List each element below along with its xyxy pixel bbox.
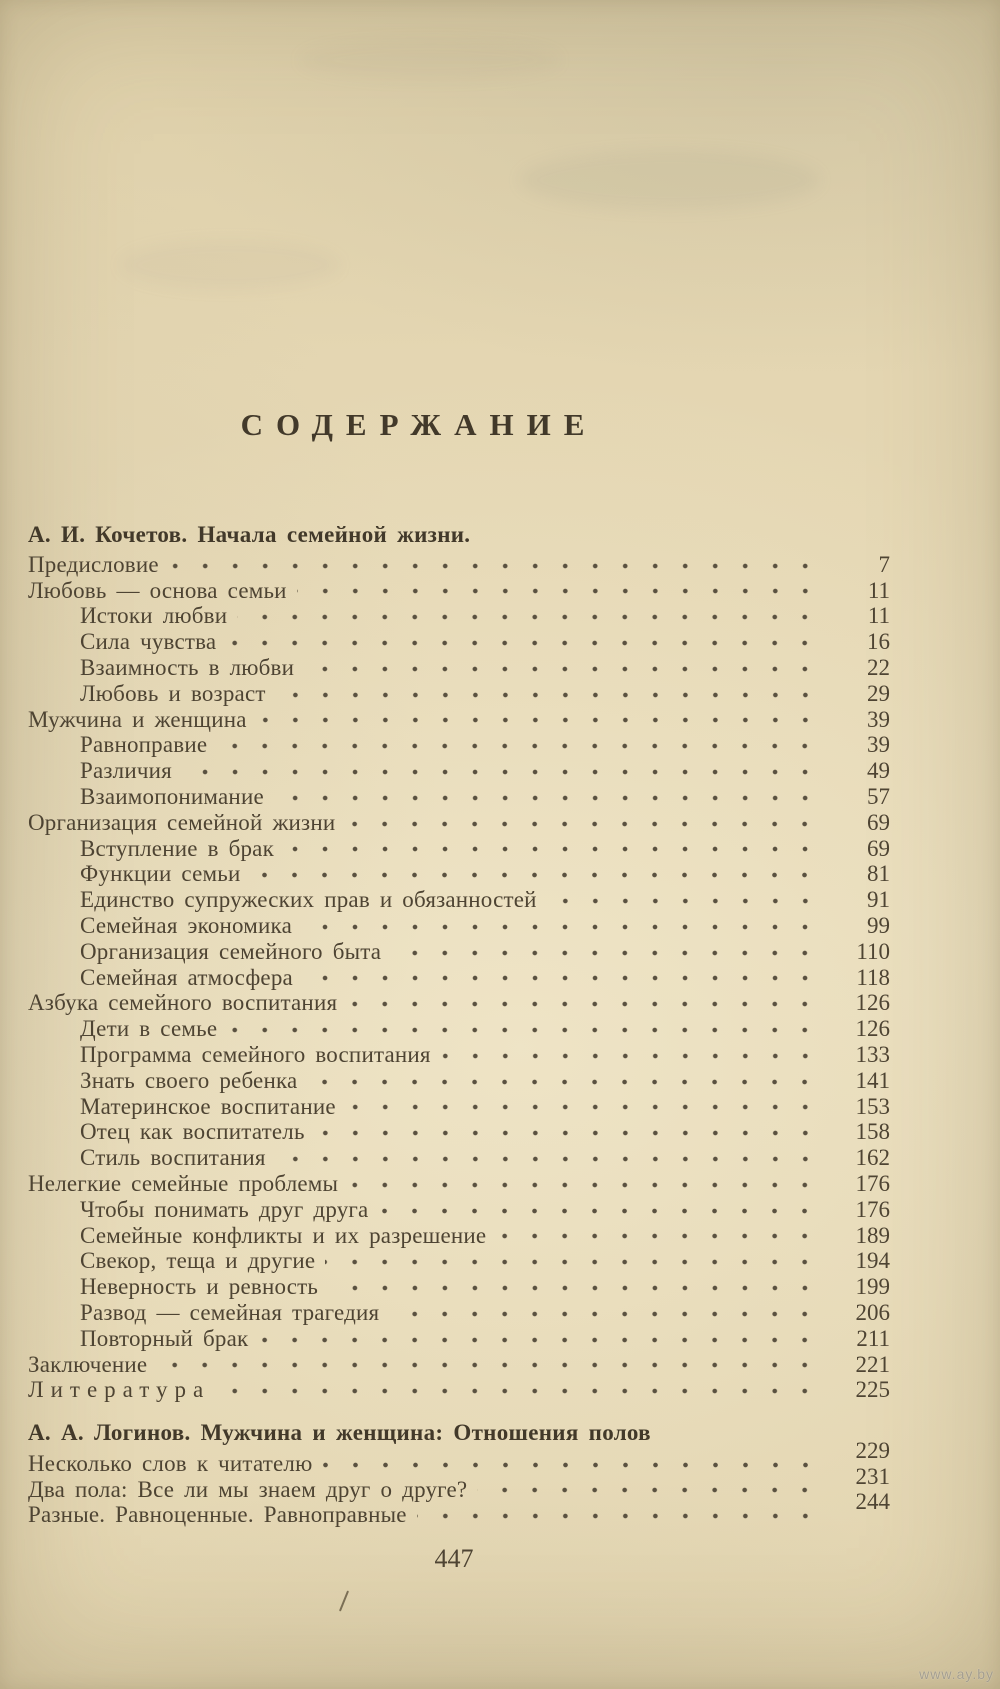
dot-leader <box>169 552 828 578</box>
toc-entry-label: Отец как воспитатель <box>80 1119 305 1145</box>
toc-entry-page: 244 <box>855 1489 890 1515</box>
toc-entry-label: Неверность и ревность <box>80 1274 319 1300</box>
toc-row <box>28 990 890 1016</box>
toc-entry-label: Функции семьи <box>80 861 241 887</box>
toc-entry-label: Дети в семье <box>80 1016 218 1042</box>
toc-entry-page: 141 <box>855 1067 890 1093</box>
dot-leader <box>250 861 828 887</box>
toc-row <box>28 1016 890 1042</box>
toc-entry-page: 126 <box>855 990 890 1016</box>
toc-entry-label: Единство супружеских прав и обязанностей <box>80 887 537 913</box>
dot-leader <box>217 732 828 758</box>
toc-entry-label: Любовь и возраст <box>80 680 266 706</box>
dot-leader <box>347 990 828 1016</box>
dot-leader <box>441 1042 828 1068</box>
toc-row <box>28 1145 890 1171</box>
toc-row <box>28 1437 890 1477</box>
dot-leader <box>227 1016 828 1042</box>
dot-leader <box>274 784 828 810</box>
toc-entry-label: Материнское воспитание <box>80 1093 336 1119</box>
dot-leader <box>226 629 828 655</box>
toc-row <box>28 965 890 991</box>
toc-entry-page: 231 <box>855 1463 890 1489</box>
toc-entry-label: Чтобы понимать друг друга <box>80 1196 369 1222</box>
toc-entry-page: 7 <box>878 551 890 577</box>
dot-leader <box>237 603 828 629</box>
toc-entry-label: Разные. Равноценные. Равноправные <box>28 1502 407 1528</box>
toc-row <box>28 1326 890 1352</box>
dot-leader <box>303 965 828 991</box>
toc-entry-page: 11 <box>867 577 890 603</box>
toc-row <box>28 887 890 913</box>
toc-row <box>28 681 890 707</box>
toc-entry-page: 69 <box>867 809 890 835</box>
toc-entry-page: 189 <box>855 1222 890 1248</box>
toc-entry-label: Несколько слов к читателю <box>28 1450 313 1476</box>
dot-leader <box>348 1171 828 1197</box>
toc-row <box>28 655 890 681</box>
toc-entry-label: Азбука семейного воспитания <box>28 990 338 1016</box>
toc-row <box>28 810 890 836</box>
toc-row <box>28 758 890 784</box>
toc-entry-page: 49 <box>867 758 890 784</box>
footer-page-number: 447 <box>434 1544 474 1573</box>
dot-leader <box>304 655 828 681</box>
watermark: www.ay.by <box>919 1666 994 1682</box>
toc-row <box>28 1274 890 1300</box>
toc-entry-page: 194 <box>855 1248 890 1274</box>
toc-entry-label: Предисловие <box>28 551 159 577</box>
toc-row <box>28 1171 890 1197</box>
toc-entry-page: 229 <box>855 1437 890 1463</box>
toc-row <box>28 1197 890 1223</box>
toc-entry-page: 69 <box>867 835 890 861</box>
toc-entry-page: 225 <box>855 1377 890 1403</box>
toc-entry-page: 99 <box>867 912 890 938</box>
toc-entry-label: Семейная экономика <box>80 912 292 938</box>
toc-entry-page: 16 <box>867 629 890 655</box>
toc-entry-label: Заключение <box>28 1351 148 1377</box>
dot-leader <box>389 1300 828 1326</box>
toc-entry-label: Различия <box>80 758 172 784</box>
toc-entry-page: 11 <box>867 603 890 629</box>
toc-entry-page: 211 <box>856 1325 890 1351</box>
toc-entry-label: Стиль воспитания <box>80 1145 266 1171</box>
dot-leader <box>276 681 828 707</box>
toc-row <box>28 707 890 733</box>
toc-row <box>28 578 890 604</box>
toc-row <box>28 1223 890 1249</box>
dot-leader <box>157 1352 828 1378</box>
toc-entry-page: 118 <box>856 964 890 990</box>
toc-entry-page: 22 <box>867 654 890 680</box>
toc-entry-label: Мужчина и женщина <box>28 706 247 732</box>
dot-leader <box>477 1477 828 1503</box>
toc-entry-page: 206 <box>855 1299 890 1325</box>
dot-leader <box>323 1451 829 1477</box>
toc-entry-label: Организация семейного быта <box>80 938 382 964</box>
stray-mark <box>339 1590 349 1611</box>
dot-leader <box>182 758 828 784</box>
toc-row <box>28 1377 890 1403</box>
toc-entry-page: 199 <box>855 1274 890 1300</box>
toc-entry-label: Развод — семейная трагедия <box>80 1299 380 1325</box>
toc-entry-label: Семейные конфликты и их разрешение <box>80 1222 487 1248</box>
dot-leader <box>378 1197 828 1223</box>
dot-leader <box>325 1248 828 1274</box>
toc-row <box>28 1352 890 1378</box>
toc-entry-label: Взаимность в любви <box>80 654 295 680</box>
table-of-contents <box>28 522 890 1528</box>
dot-leader <box>391 939 828 965</box>
toc-row <box>28 836 890 862</box>
toc-row <box>28 629 890 655</box>
toc-row <box>28 1119 890 1145</box>
toc-row <box>28 1094 890 1120</box>
dot-leader <box>307 1068 828 1094</box>
toc-entry-label: Взаимопонимание <box>80 783 264 809</box>
toc-entry-label: Семейная атмосфера <box>80 964 293 990</box>
toc-entry-label: Знать своего ребенка <box>80 1067 298 1093</box>
toc-entry-label: Нелегкие семейные проблемы <box>28 1170 339 1196</box>
page-title: СОДЕРЖАНИЕ <box>240 407 598 442</box>
toc-entry-page: 133 <box>855 1041 890 1067</box>
dot-leader <box>257 707 828 733</box>
toc-entry-label: Равноправие <box>80 732 208 758</box>
dot-leader <box>258 1326 828 1352</box>
toc-row <box>28 861 890 887</box>
dot-leader <box>345 810 828 836</box>
toc-row <box>28 939 890 965</box>
toc-entry-label: Программа семейного воспитания <box>80 1041 431 1067</box>
toc-entry-page: 57 <box>867 783 890 809</box>
toc-entry-page: 29 <box>867 680 890 706</box>
dot-leader <box>276 1145 828 1171</box>
toc-entry-label: Повторный брак <box>80 1325 249 1351</box>
toc-entry-page: 126 <box>855 1016 890 1042</box>
toc-entry-page: 81 <box>867 861 890 887</box>
toc-entry-page: 158 <box>855 1119 890 1145</box>
toc-entry-label: Организация семейной жизни <box>28 809 336 835</box>
toc-row <box>28 913 890 939</box>
toc-entry-page: 176 <box>855 1170 890 1196</box>
page-content <box>28 0 890 1528</box>
toc-row <box>28 1042 890 1068</box>
toc-entry-page: 176 <box>855 1196 890 1222</box>
toc-entry-label: Свекор, теща и другие <box>80 1248 316 1274</box>
toc-entry-label: Вступление в брак <box>80 835 274 861</box>
dot-leader <box>284 836 828 862</box>
dot-leader <box>220 1377 828 1403</box>
toc-entry-label: Два пола: Все ли мы знаем друг о друге? <box>28 1476 468 1502</box>
section-heading: А. И. Кочетов. Начала семейной жизни. <box>28 522 471 547</box>
dot-leader <box>328 1274 828 1300</box>
toc-entry-page: 39 <box>867 706 890 732</box>
toc-row <box>28 552 890 578</box>
toc-row <box>28 784 890 810</box>
toc-entry-label: Истоки любви <box>80 603 228 629</box>
toc-row <box>28 603 890 629</box>
toc-entry-page: 162 <box>855 1145 890 1171</box>
dot-leader <box>547 887 828 913</box>
toc-entry-page: 39 <box>867 732 890 758</box>
dot-leader <box>302 913 828 939</box>
toc-row <box>28 1068 890 1094</box>
dot-leader <box>417 1502 828 1528</box>
toc-entry-label: Любовь — основа семьи <box>28 577 287 603</box>
toc-row <box>28 732 890 758</box>
toc-row <box>28 1248 890 1274</box>
dot-leader <box>346 1094 828 1120</box>
toc-entry-page: 110 <box>856 938 890 964</box>
toc-entry-label: Сила чувства <box>80 629 217 655</box>
toc-entry-label: Литература <box>28 1377 211 1403</box>
toc-entry-page: 153 <box>855 1093 890 1119</box>
toc-entry-page: 91 <box>867 887 890 913</box>
toc-entry-page: 221 <box>855 1351 890 1377</box>
dot-leader <box>315 1119 828 1145</box>
dot-leader <box>496 1223 828 1249</box>
dot-leader <box>297 578 828 604</box>
section-heading: А. А. Логинов. Мужчина и женщина: Отношения полов <box>28 1420 651 1446</box>
toc-row <box>28 1300 890 1326</box>
